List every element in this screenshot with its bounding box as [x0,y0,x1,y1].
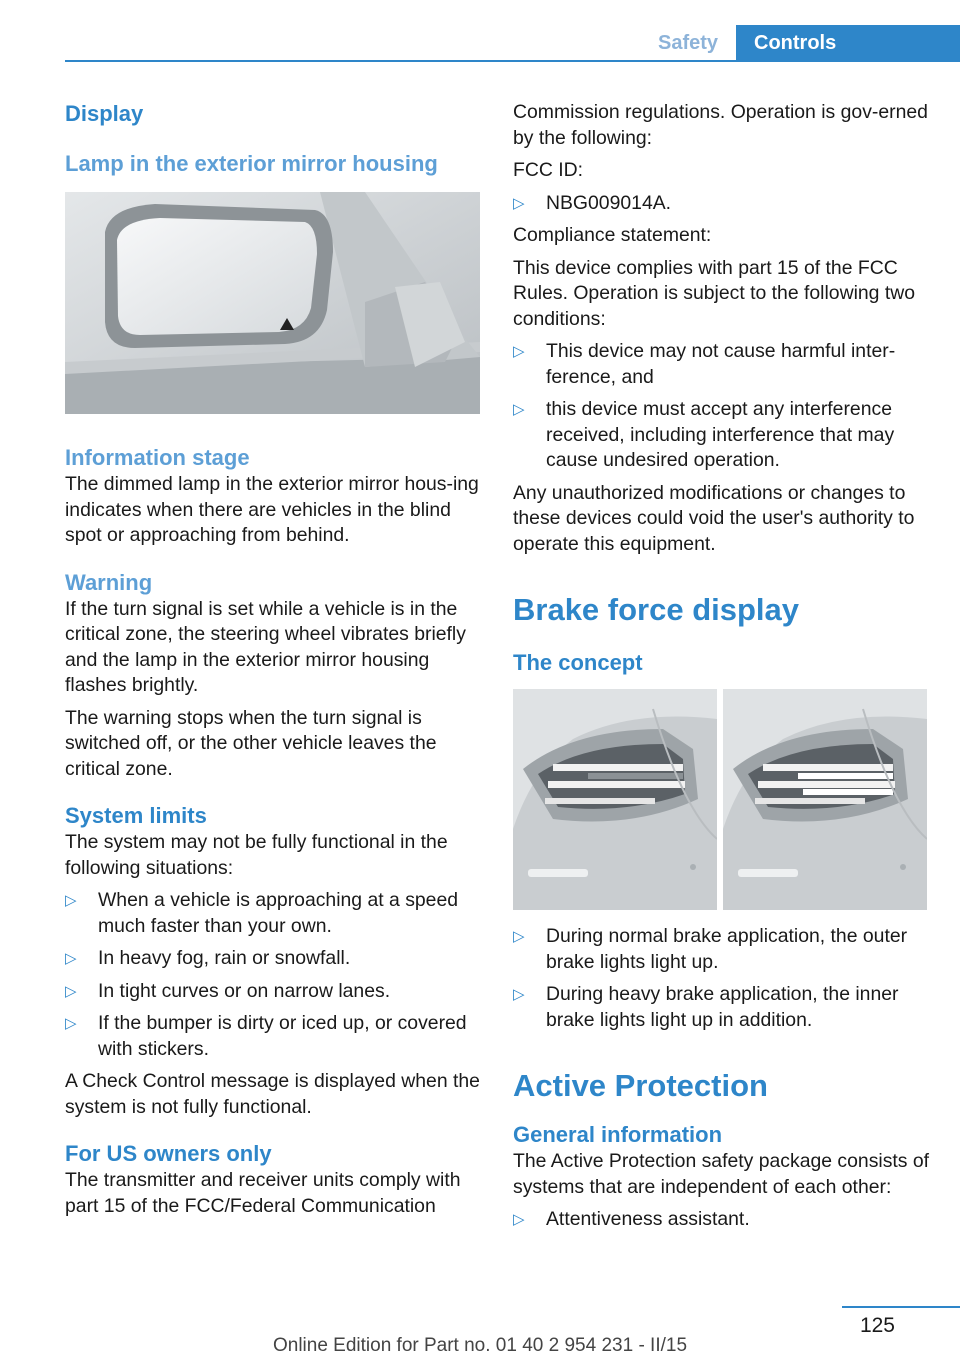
edition-footer: Online Edition for Part no. 01 40 2 954 231 - II/15 [272,1335,688,1356]
fcc-label: FCC ID: [513,159,584,181]
bullet-icon: ▷ [513,986,525,1003]
list-item: ▷ During normal brake application, the outer brake lights light up. [513,925,908,973]
check-control-text: A Check Control message is displayed when the system is not fully functional. [65,1070,480,1118]
display-heading: Display [65,101,144,126]
list-item: ▷ NBG009014A. [513,191,931,217]
info-heading: Information stage [65,445,250,470]
brake-heavy-image [723,689,927,910]
right-column [513,100,931,1240]
general-list [513,1207,931,1233]
general-info-text: The Active Protection safety package consists of systems that are independent of each other: [513,1150,930,1198]
bullet-icon: ▷ [513,928,525,945]
list-item: ▷ Attentiveness assistant. [513,1207,931,1233]
concept-heading: The concept [513,650,643,675]
warning-text: If the turn signal is set while a vehicle is in the critical zone, the steering wheel vibrates briefly and the lamp in the exterior mirror housing flashes brightly. [65,597,466,696]
left-column [65,100,483,1226]
info-text: The dimmed lamp in the exterior mirror hous‐ing indicates when there are vehicles in the blind spot or approaching from behind. [65,473,479,546]
bullet-icon: ▷ [513,343,525,360]
list-item: ▷ During heavy brake application, the inner brake lights light up in addition. [513,983,899,1031]
us-owners-heading: For US owners only [65,1141,272,1166]
limits-list [65,888,483,1062]
compliance-text: This device complies with part 15 of the FCC Rules. Operation is subject to the following two conditions: [513,256,916,330]
general-info-heading: General information [513,1122,723,1147]
bullet-icon: ▷ [65,950,77,967]
bullet-icon: ▷ [65,1015,77,1032]
brake-normal-image [513,689,717,910]
us-owners-text: The transmitter and receiver units comply with part 15 of the FCC/Federal Communication [65,1169,461,1217]
list-item: ▷ If the bumper is dirty or iced up, or covered with stickers. [65,1012,467,1060]
conditions-list [513,339,931,474]
fcc-list [513,191,931,217]
limits-text: The system may not be fully functional in the following situations: [65,831,448,879]
compliance-label: Compliance statement: [513,224,712,246]
unauthorized-text: Any unauthorized modifications or changes to these devices could void the user's authority to operate this equipment. [513,481,915,555]
list-item: ▷ this device must accept any interference received, including interference that may cause undesired operation. [513,398,895,471]
brake-force-heading: Brake force display [513,592,800,627]
warning-heading: Warning [65,569,153,595]
bullet-icon: ▷ [513,194,525,212]
bullet-icon: ▷ [513,1211,525,1228]
lamp-heading: Lamp in the exterior mirror housing [65,151,438,176]
brake-lights-illustration [513,689,931,910]
mirror-image [65,192,480,414]
brake-list [513,924,931,1033]
bullet-icon: ▷ [65,892,77,909]
header-rule [65,60,960,62]
mirror-illustration [65,192,480,414]
tab-safety: Safety [657,31,719,54]
list-item: ▷ In heavy fog, rain or snowfall. [65,946,483,972]
active-protection-heading: Active Protection [513,1068,768,1103]
list-item: ▷ When a vehicle is approaching at a speed much faster than your own. [65,889,459,937]
warning-text-2: The warning stops when the turn signal is switched off, or the other vehicle leaves the critical zone. [65,706,437,780]
list-item: ▷ This device may not cause harmful inter‐ference, and [513,340,896,388]
list-item: ▷ In tight curves or on narrow lanes. [65,979,483,1005]
page-number: 125 [859,1314,895,1337]
limits-heading: System limits [65,803,207,828]
commission-text: Commission regulations. Operation is gov‐erned by the following: [513,101,928,149]
bullet-icon: ▷ [513,401,525,418]
page-number-rule [842,1306,960,1308]
tab-controls: Controls [736,25,960,62]
bullet-icon: ▷ [65,982,77,1000]
